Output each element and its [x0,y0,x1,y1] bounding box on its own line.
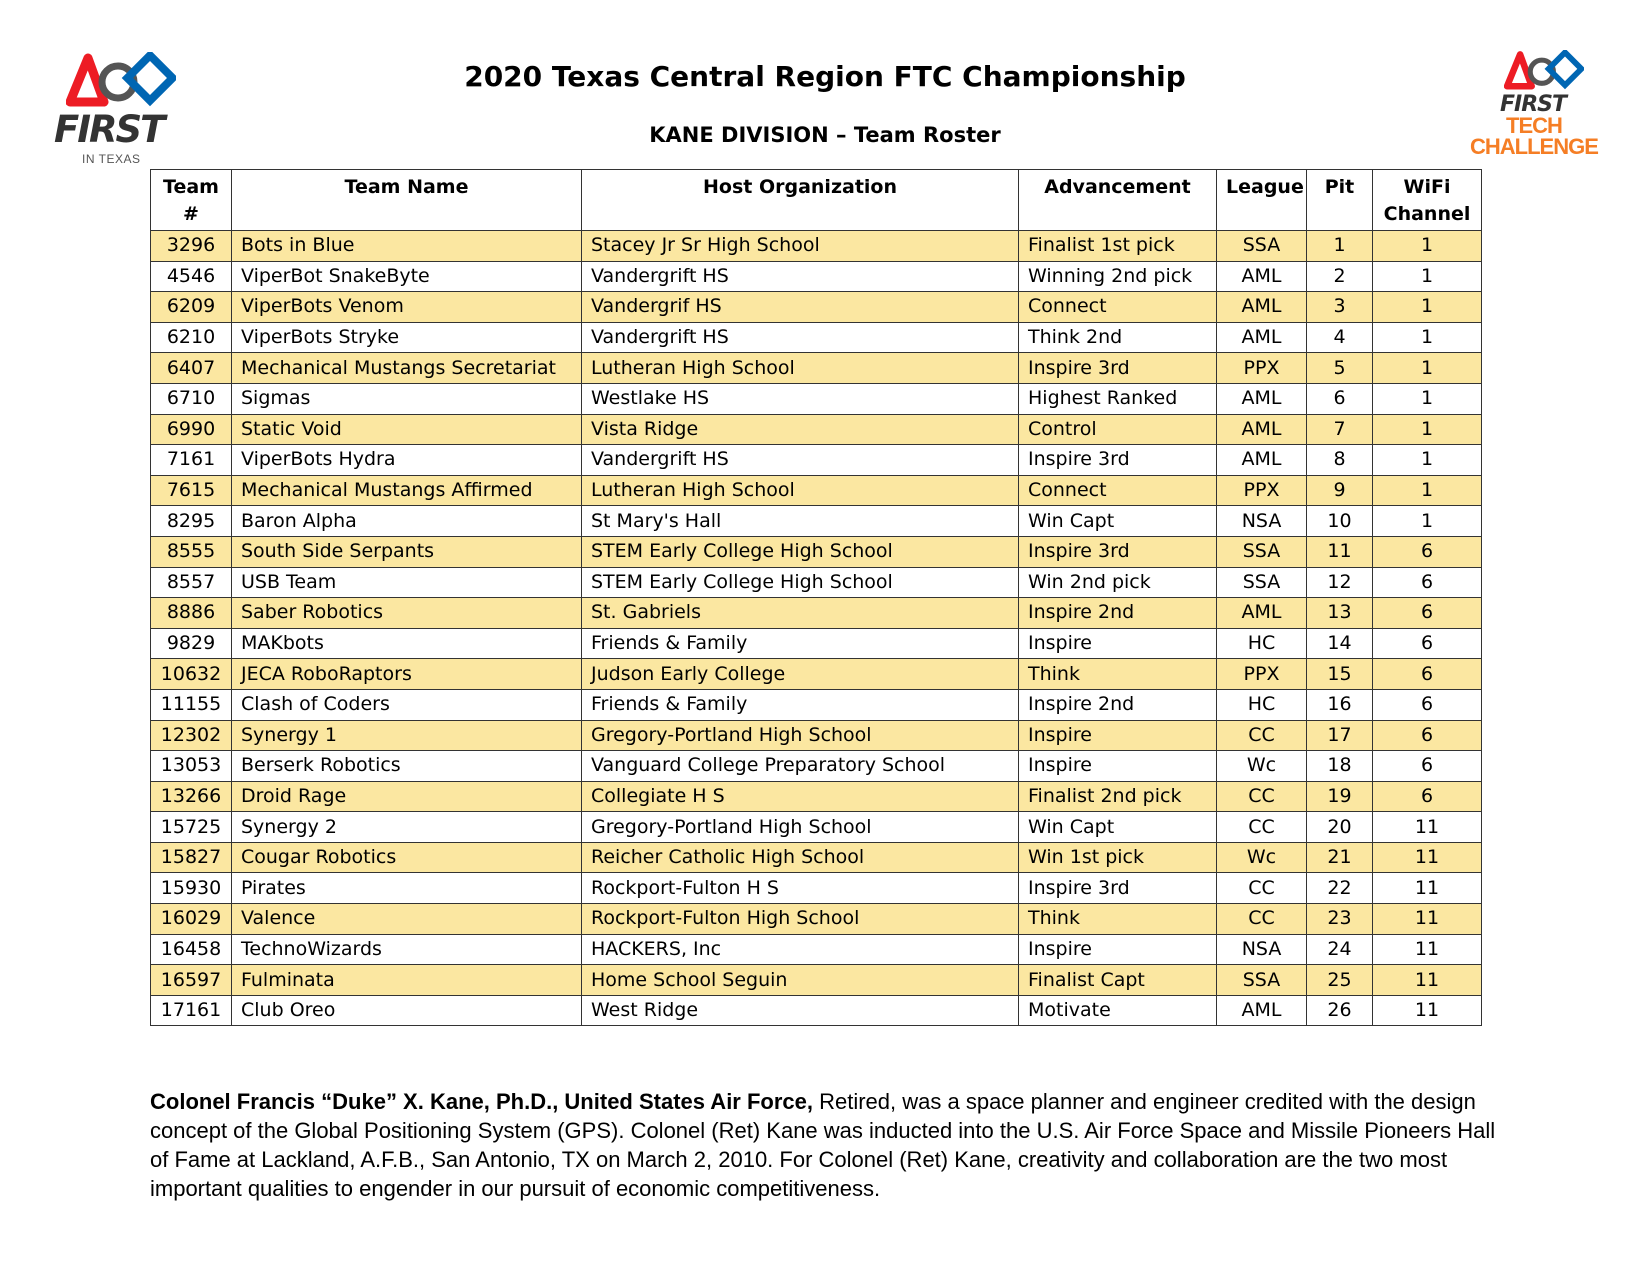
wifi-channel-cell: 11 [1373,995,1482,1026]
league-cell: PPX [1217,659,1307,690]
team-number-cell: 8886 [151,598,232,629]
team-number-cell: 9829 [151,628,232,659]
wifi-channel-cell: 11 [1373,904,1482,935]
advancement-cell: Think [1019,659,1217,690]
in-texas-label: IN TEXAS [82,152,141,166]
wifi-channel-cell: 11 [1373,873,1482,904]
host-organization-cell: Friends & Family [582,628,1019,659]
team-name-cell: Valence [232,904,582,935]
team-name-cell: Droid Rage [232,781,582,812]
host-organization-cell: Home School Seguin [582,965,1019,996]
team-number-cell: 6710 [151,383,232,414]
advancement-cell: Winning 2nd pick [1019,261,1217,292]
wifi-channel-cell: 6 [1373,567,1482,598]
table-row [151,751,1482,782]
wifi-channel-cell: 6 [1373,598,1482,629]
pit-cell: 10 [1307,506,1373,537]
host-organization-cell: Gregory-Portland High School [582,720,1019,751]
league-cell: AML [1217,261,1307,292]
wifi-channel-cell: 1 [1373,445,1482,476]
bio-text: Retired, was a space planner and engineer credited with the design concept of the Global Positioning System (GPS). Colonel (Ret) Kane was inducted into the U.S. Air Force Space and Missile Pioneers Hall of Fame at Lackland, A.F.B., San Antonio, TX on March 2, 2010. For Colonel (Ret) Kane, creativity and collaboration are the two most important qualities to engender in our pursuit of economic competitiveness. [150,1089,1496,1201]
league-cell: NSA [1217,934,1307,965]
team-number-cell: 8295 [151,506,232,537]
pit-cell: 8 [1307,445,1373,476]
advancement-cell: Motivate [1019,995,1217,1026]
team-name-cell: Clash of Coders [232,689,582,720]
host-organization-cell: Vandergrift HS [582,322,1019,353]
team-name-cell: Mechanical Mustangs Secretariat [232,353,582,384]
team-number-cell: 16458 [151,934,232,965]
team-number-cell: 15930 [151,873,232,904]
advancement-cell: Finalist 1st pick [1019,231,1217,262]
advancement-cell: Think 2nd [1019,322,1217,353]
wifi-channel-cell: 11 [1373,812,1482,843]
league-cell: AML [1217,292,1307,323]
host-organization-cell: Stacey Jr Sr High School [582,231,1019,262]
table-row [151,934,1482,965]
advancement-cell: Connect [1019,292,1217,323]
league-cell: SSA [1217,231,1307,262]
host-organization-cell: Vanguard College Preparatory School [582,751,1019,782]
team-number-cell: 4546 [151,261,232,292]
wifi-channel-cell: 6 [1373,659,1482,690]
host-organization-cell: Rockport-Fulton High School [582,904,1019,935]
league-cell: Wc [1217,751,1307,782]
table-row [151,812,1482,843]
team-number-cell: 7615 [151,475,232,506]
team-name-cell: ViperBots Stryke [232,322,582,353]
league-cell: PPX [1217,353,1307,384]
host-organization-cell: Judson Early College [582,659,1019,690]
host-organization-cell: St. Gabriels [582,598,1019,629]
host-organization-cell: Lutheran High School [582,353,1019,384]
wifi-channel-cell: 6 [1373,781,1482,812]
team-number-cell: 17161 [151,995,232,1026]
wifi-channel-cell: 6 [1373,720,1482,751]
advancement-cell: Win Capt [1019,506,1217,537]
host-organization-cell: STEM Early College High School [582,536,1019,567]
league-cell: AML [1217,322,1307,353]
wifi-channel-cell: 1 [1373,231,1482,262]
team-number-cell: 10632 [151,659,232,690]
advancement-cell: Inspire 2nd [1019,598,1217,629]
pit-cell: 6 [1307,383,1373,414]
col-wifi-channel-header: WiFi Channel [1373,170,1482,231]
league-cell: SSA [1217,536,1307,567]
wifi-channel-cell: 11 [1373,842,1482,873]
ftc-challenge-wordmark: CHALLENGE [1470,134,1598,159]
advancement-cell: Control [1019,414,1217,445]
team-name-cell: Club Oreo [232,995,582,1026]
pit-cell: 3 [1307,292,1373,323]
team-number-cell: 12302 [151,720,232,751]
table-row [151,445,1482,476]
host-organization-cell: Vandergrift HS [582,261,1019,292]
page-title: 2020 Texas Central Region FTC Championship [464,60,1186,93]
team-number-cell: 6210 [151,322,232,353]
pit-cell: 12 [1307,567,1373,598]
wifi-channel-cell: 1 [1373,414,1482,445]
table-row [151,536,1482,567]
wifi-channel-cell: 11 [1373,934,1482,965]
advancement-cell: Inspire [1019,720,1217,751]
pit-cell: 23 [1307,904,1373,935]
table-row [151,231,1482,262]
wifi-channel-cell: 1 [1373,261,1482,292]
table-row [151,873,1482,904]
team-number-cell: 3296 [151,231,232,262]
table-row [151,720,1482,751]
pit-cell: 16 [1307,689,1373,720]
team-name-cell: TechnoWizards [232,934,582,965]
table-row [151,261,1482,292]
wifi-channel-cell: 6 [1373,689,1482,720]
team-name-cell: Synergy 2 [232,812,582,843]
host-organization-cell: Gregory-Portland High School [582,812,1019,843]
table-row [151,689,1482,720]
table-row [151,781,1482,812]
host-organization-cell: Rockport-Fulton H S [582,873,1019,904]
league-cell: AML [1217,995,1307,1026]
table-row [151,659,1482,690]
team-number-cell: 15725 [151,812,232,843]
table-row [151,414,1482,445]
advancement-cell: Inspire 3rd [1019,873,1217,904]
table-row [151,567,1482,598]
table-row [151,353,1482,384]
host-organization-cell: HACKERS, Inc [582,934,1019,965]
table-row [151,383,1482,414]
wifi-channel-cell: 1 [1373,383,1482,414]
table-row [151,292,1482,323]
team-number-cell: 11155 [151,689,232,720]
league-cell: HC [1217,628,1307,659]
host-organization-cell: Collegiate H S [582,781,1019,812]
col-pit-header: Pit [1307,170,1373,231]
wifi-channel-cell: 6 [1373,751,1482,782]
league-cell: AML [1217,598,1307,629]
league-cell: AML [1217,383,1307,414]
col-host-organization-header: Host Organization [582,170,1019,231]
team-name-cell: Saber Robotics [232,598,582,629]
pit-cell: 13 [1307,598,1373,629]
table-row [151,842,1482,873]
wifi-channel-cell: 1 [1373,292,1482,323]
host-organization-cell: St Mary's Hall [582,506,1019,537]
league-cell: AML [1217,445,1307,476]
table-row [151,475,1482,506]
page-subtitle: KANE DIVISION – Team Roster [649,123,1001,147]
table-row [151,965,1482,996]
pit-cell: 9 [1307,475,1373,506]
host-organization-cell: Vista Ridge [582,414,1019,445]
advancement-cell: Inspire [1019,934,1217,965]
pit-cell: 14 [1307,628,1373,659]
pit-cell: 4 [1307,322,1373,353]
team-name-cell: South Side Serpants [232,536,582,567]
team-name-cell: ViperBots Venom [232,292,582,323]
host-organization-cell: West Ridge [582,995,1019,1026]
pit-cell: 7 [1307,414,1373,445]
team-name-cell: Bots in Blue [232,231,582,262]
wifi-channel-cell: 1 [1373,322,1482,353]
league-cell: SSA [1217,965,1307,996]
wifi-channel-cell: 1 [1373,506,1482,537]
pit-cell: 5 [1307,353,1373,384]
wifi-channel-cell: 1 [1373,353,1482,384]
ftc-first-wordmark: FIRST [1500,92,1567,117]
advancement-cell: Highest Ranked [1019,383,1217,414]
header-row [151,170,1482,231]
host-organization-cell: Vandergrift HS [582,445,1019,476]
advancement-cell: Think [1019,904,1217,935]
league-cell: CC [1217,904,1307,935]
wifi-channel-cell: 6 [1373,628,1482,659]
team-name-cell: Berserk Robotics [232,751,582,782]
table-row [151,598,1482,629]
pit-cell: 24 [1307,934,1373,965]
pit-cell: 26 [1307,995,1373,1026]
team-number-cell: 8557 [151,567,232,598]
pit-cell: 17 [1307,720,1373,751]
team-name-cell: JECA RoboRaptors [232,659,582,690]
team-number-cell: 16029 [151,904,232,935]
advancement-cell: Win 2nd pick [1019,567,1217,598]
league-cell: CC [1217,812,1307,843]
table-body [151,231,1482,1026]
league-cell: Wc [1217,842,1307,873]
col-team-number-header: Team # [151,170,232,231]
advancement-cell: Finalist Capt [1019,965,1217,996]
team-number-cell: 7161 [151,445,232,476]
league-cell: SSA [1217,567,1307,598]
pit-cell: 18 [1307,751,1373,782]
league-cell: HC [1217,689,1307,720]
table-header [151,170,1482,231]
pit-cell: 20 [1307,812,1373,843]
pit-cell: 25 [1307,965,1373,996]
advancement-cell: Inspire 2nd [1019,689,1217,720]
table-row [151,506,1482,537]
advancement-cell: Inspire 3rd [1019,445,1217,476]
bio-bold-name: Colonel Francis “Duke” X. Kane, Ph.D., United States Air Force, [150,1089,813,1114]
pit-cell: 2 [1307,261,1373,292]
league-cell: CC [1217,720,1307,751]
team-name-cell: Cougar Robotics [232,842,582,873]
host-organization-cell: Lutheran High School [582,475,1019,506]
team-number-cell: 6990 [151,414,232,445]
col-league-header: League [1217,170,1307,231]
team-name-cell: USB Team [232,567,582,598]
team-number-cell: 13266 [151,781,232,812]
team-number-cell: 13053 [151,751,232,782]
wifi-channel-cell: 6 [1373,536,1482,567]
advancement-cell: Inspire [1019,628,1217,659]
wifi-channel-cell: 11 [1373,965,1482,996]
team-name-cell: Static Void [232,414,582,445]
advancement-cell: Inspire 3rd [1019,353,1217,384]
team-number-cell: 15827 [151,842,232,873]
first-wordmark: FIRST [54,108,164,151]
team-name-cell: Pirates [232,873,582,904]
host-organization-cell: Vandergrif HS [582,292,1019,323]
team-name-cell: Baron Alpha [232,506,582,537]
advancement-cell: Win Capt [1019,812,1217,843]
league-cell: CC [1217,873,1307,904]
advancement-cell: Inspire 3rd [1019,536,1217,567]
team-name-cell: ViperBot SnakeByte [232,261,582,292]
team-name-cell: Mechanical Mustangs Affirmed [232,475,582,506]
advancement-cell: Connect [1019,475,1217,506]
wifi-channel-cell: 1 [1373,475,1482,506]
team-name-cell: Sigmas [232,383,582,414]
col-team-name-header: Team Name [232,170,582,231]
league-cell: CC [1217,781,1307,812]
team-name-cell: Fulminata [232,965,582,996]
host-organization-cell: Reicher Catholic High School [582,842,1019,873]
table-row [151,995,1482,1026]
table-row [151,322,1482,353]
league-cell: NSA [1217,506,1307,537]
team-roster-table [150,169,1482,1026]
advancement-cell: Finalist 2nd pick [1019,781,1217,812]
team-number-cell: 6209 [151,292,232,323]
ftc-tech-wordmark: TECH [1506,113,1562,138]
advancement-cell: Inspire [1019,751,1217,782]
team-number-cell: 16597 [151,965,232,996]
team-number-cell: 6407 [151,353,232,384]
bio-paragraph [150,1087,1510,1203]
team-number-cell: 8555 [151,536,232,567]
col-advancement-header: Advancement [1019,170,1217,231]
host-organization-cell: Friends & Family [582,689,1019,720]
host-organization-cell: Westlake HS [582,383,1019,414]
league-cell: AML [1217,414,1307,445]
host-organization-cell: STEM Early College High School [582,567,1019,598]
advancement-cell: Win 1st pick [1019,842,1217,873]
pit-cell: 22 [1307,873,1373,904]
team-name-cell: Synergy 1 [232,720,582,751]
pit-cell: 21 [1307,842,1373,873]
pit-cell: 1 [1307,231,1373,262]
team-name-cell: MAKbots [232,628,582,659]
table-row [151,904,1482,935]
team-name-cell: ViperBots Hydra [232,445,582,476]
table-row [151,628,1482,659]
pit-cell: 19 [1307,781,1373,812]
pit-cell: 11 [1307,536,1373,567]
league-cell: PPX [1217,475,1307,506]
pit-cell: 15 [1307,659,1373,690]
